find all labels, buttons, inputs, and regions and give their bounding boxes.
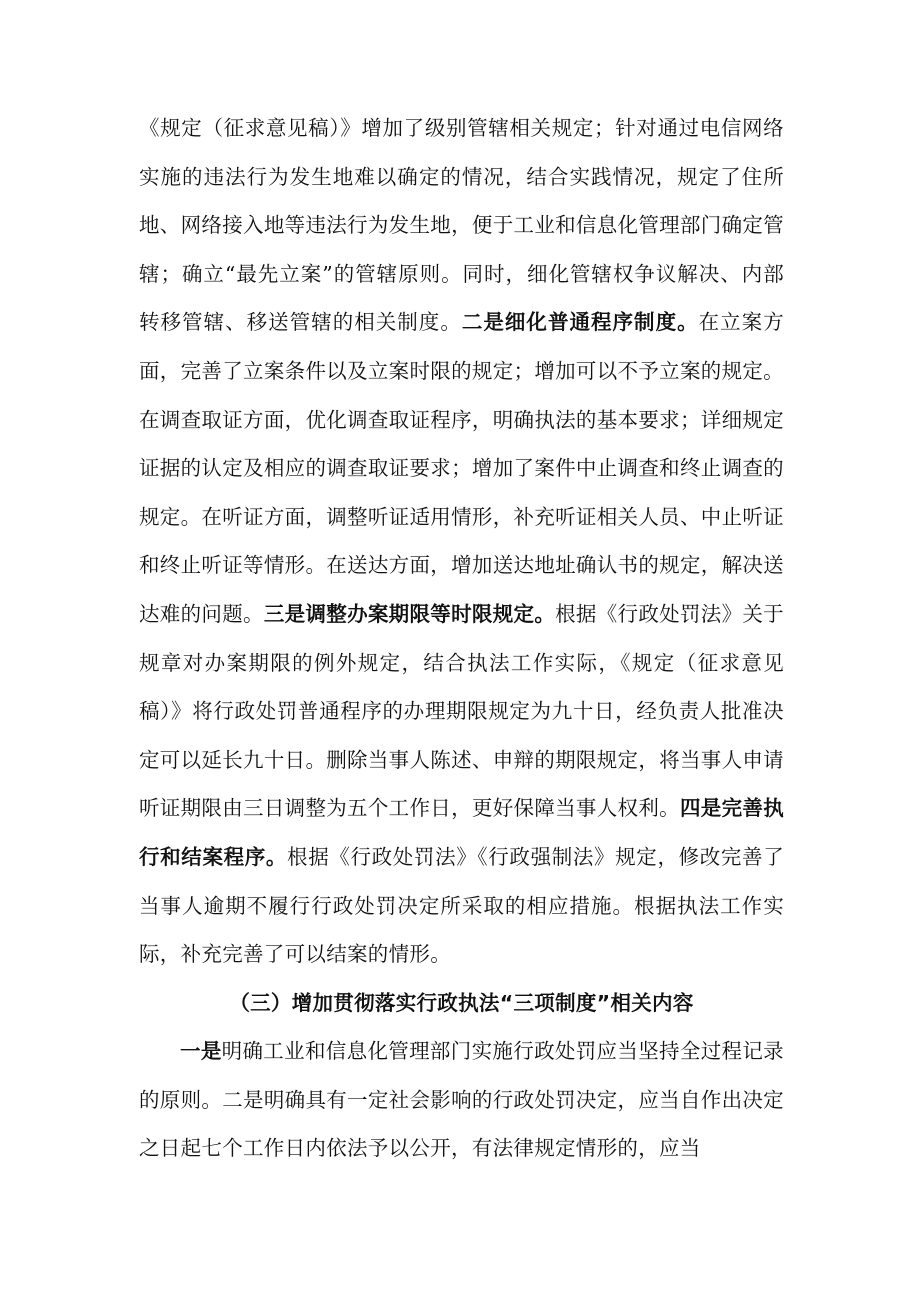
section-heading: （三）增加贯彻落实行政执法“三项制度”相关内容 bbox=[229, 990, 694, 1015]
paragraph-text: 《规定（征求意见稿）》增加了级别管辖相关规定；针对通过电信网络实施的违法行为发生地难以确定的情况，结合实践情况，规定了住所地、网络接入地等违法行为发生地，便于工业和信息化管理部门确定管辖；确立“最先立案”的管辖原则。同时，细化管辖权争议解决、内部转移管辖、移送管辖的相关制度。 bbox=[139, 116, 784, 335]
document-body bbox=[139, 104, 784, 1173]
bold-point-two: 二是细化普通程序制度。 bbox=[461, 310, 699, 335]
paragraph-text: 根据《行政处罚法》关于规章对办案期限的例外规定，结合执法工作实际，《规定（征求意见稿）》将行政处罚普通程序的办理期限规定为九十日，经负责人批准决定可以延长九十日。删除当事人陈述、申辩的期限规定，将当事人申请听证期限由三日调整为五个工作日，更好保障当事人权利。 bbox=[139, 601, 784, 821]
bold-point-four: 四是完善执行和结案程序。 bbox=[139, 796, 784, 869]
paragraph-text: 根据《行政处罚法》《行政强制法》规定，修改完善了当事人逾期不履行行政处罚决定所采取的相应措施。根据执法工作实际，补充完善了可以结案的情形。 bbox=[139, 844, 784, 967]
paragraph-text: 明确工业和信息化管理部门实施行政处罚应当坚持全过程记录的原则。二是明确具有一定社会影响的行政处罚决定，应当自作出决定之日起七个工作日内依法予以公开，有法律规定情形的，应当 bbox=[139, 1039, 784, 1161]
paragraph-text: 在立案方面，完善了立案条件以及立案时限的规定；增加可以不予立案的规定。在调查取证方面，优化调查取证程序，明确执法的基本要求；详细规定证据的认定及相应的调查取证要求；增加了案件中止调查和终止调查的规定。在听证方面，调整听证适用情形，补充听证相关人员、中止听证和终止听证等情形。在送达方面，增加送达地址确认书的规定，解决送达难的问题。 bbox=[139, 310, 784, 626]
body-paragraph-procedures bbox=[139, 104, 784, 979]
bold-point-one: 一是 bbox=[180, 1039, 222, 1064]
bold-point-three: 三是调整办案期限等时限规定。 bbox=[263, 601, 556, 626]
body-paragraph-three-systems bbox=[139, 1027, 784, 1173]
